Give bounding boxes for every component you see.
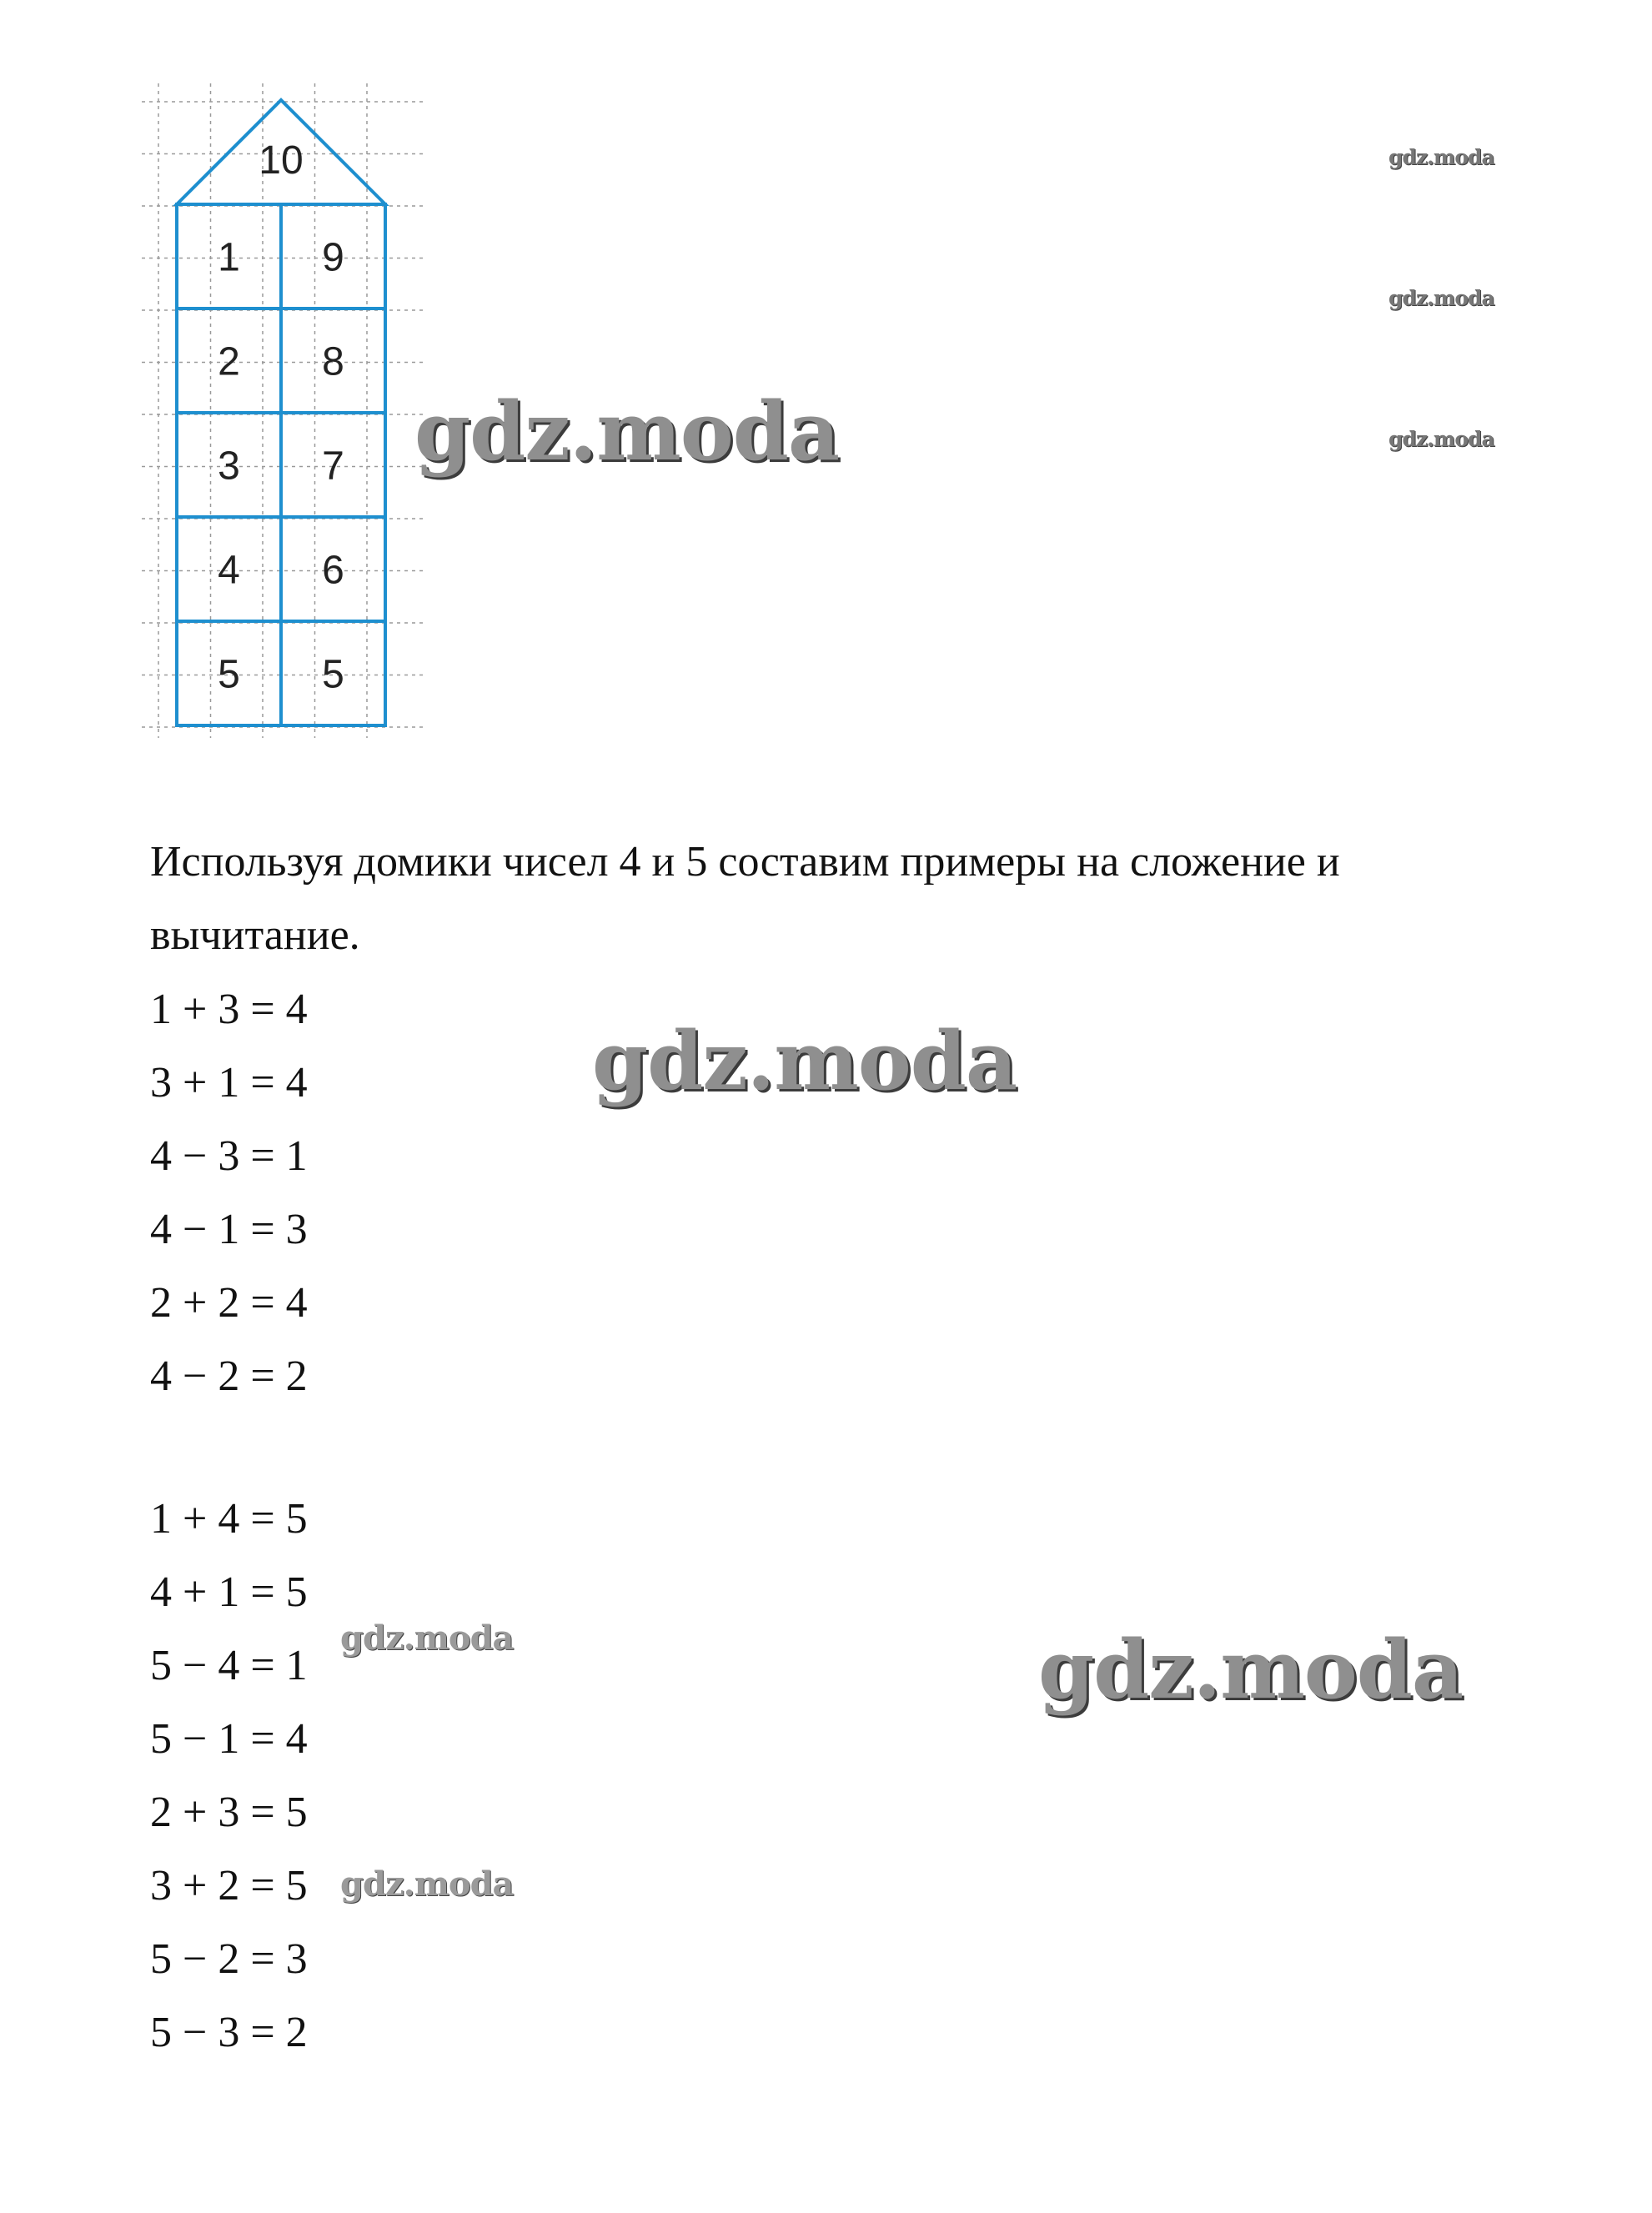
equation-line: 3 + 2 = 5 [150,1862,308,1909]
equation-line: 4 − 3 = 1 [150,1132,308,1180]
house-cell-left: 2 [218,339,240,384]
equation-line: 4 − 2 = 2 [150,1352,308,1400]
number-house-figure [142,83,425,742]
watermark-text: gdz.moda [340,1618,514,1658]
house-cell-left: 4 [218,548,240,593]
watermark-text: gdz.moda [1388,145,1494,169]
house-cell-left: 1 [218,235,240,280]
roof-number: 10 [259,138,304,183]
equation-line: 5 − 4 = 1 [150,1642,308,1689]
house-cell-left: 5 [218,652,240,697]
watermark-text: gdz.moda [1038,1623,1464,1717]
equation-line: 1 + 3 = 4 [150,986,308,1033]
intro-paragraph: Используя домики чисел 4 и 5 составим примеры на сложение и вычитание. [150,838,1340,959]
house-outline [177,100,385,725]
equations-list-5 [150,1483,308,2070]
equation-line: 5 − 2 = 3 [150,1935,308,1983]
house-cell-right: 7 [322,444,344,489]
equation-line: 5 − 3 = 2 [150,2009,308,2056]
watermark-text: gdz.moda [414,384,840,479]
house-cell-left: 3 [218,444,240,489]
watermark-text: gdz.moda [340,1864,514,1904]
equation-line: 1 + 4 = 5 [150,1495,308,1543]
equation-line: 4 + 1 = 5 [150,1568,308,1616]
equation-line: 5 − 1 = 4 [150,1715,308,1763]
watermark-text: gdz.moda [1388,286,1494,310]
equation-line: 4 − 1 = 3 [150,1206,308,1253]
house-cell-right: 9 [322,235,344,280]
equations-list-4 [150,973,308,1413]
equation-line: 2 + 3 = 5 [150,1789,308,1836]
watermark-text: gdz.moda [1388,427,1494,451]
watermark-text: gdz.moda [592,1014,1017,1108]
house-cell-right: 8 [322,339,344,384]
house-cell-right: 6 [322,548,344,593]
house-cell-right: 5 [322,652,344,697]
equation-line: 3 + 1 = 4 [150,1059,308,1106]
equation-line: 2 + 2 = 4 [150,1279,308,1327]
